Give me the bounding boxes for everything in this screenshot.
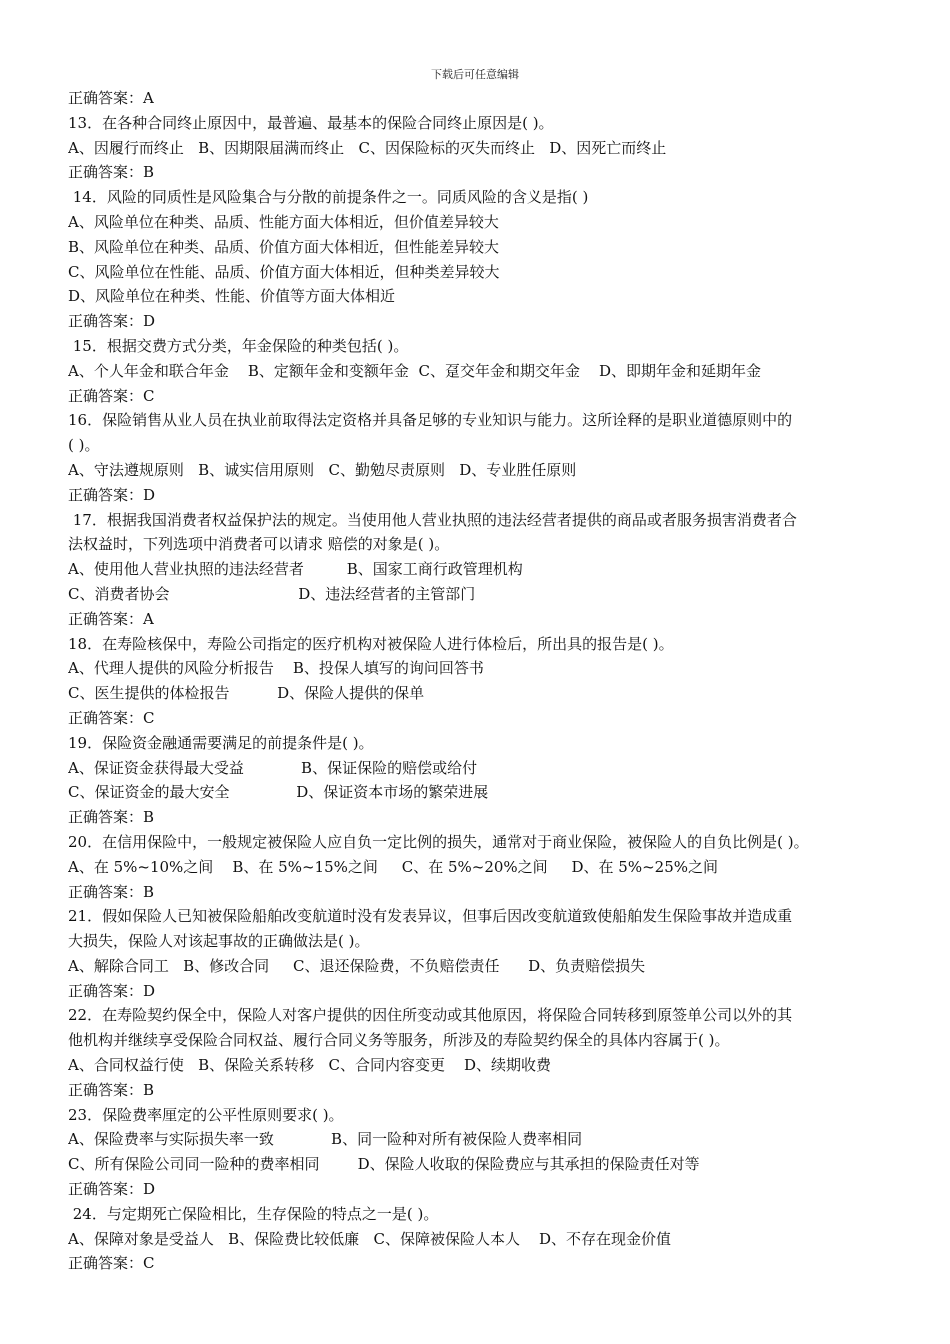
- text-line: 21．假如保险人已知被保险船舶改变航道时没有发表异议，但事后因改变航道致使船舶发生保险事故并造成重: [68, 907, 793, 926]
- text-line: A、保障对象是受益人 B、保险费比较低廉 C、保障被保险人本人 D、不存在现金价值: [68, 1229, 672, 1248]
- document-body: [68, 86, 884, 1276]
- text-line: B、风险单位在种类、品质、价值方面大体相近，但性能差异较大: [68, 237, 500, 256]
- text-line: A、个人年金和联合年金 B、定额年金和变额年金 C、趸交年金和期交年金 D、即期年金和延期年金: [68, 361, 762, 380]
- text-line: 法权益时，下列选项中消费者可以请求 赔偿的对象是( )。: [68, 535, 450, 554]
- text-line: A、守法遵规原则 B、诚实信用原则 C、勤勉尽责原则 D、专业胜任原则: [68, 460, 577, 479]
- text-line: 24．与定期死亡保险相比，生存保险的特点之一是( )。: [68, 1204, 439, 1223]
- answer-line: 正确答案：D: [68, 485, 156, 504]
- answer-line: 正确答案：D: [68, 1180, 156, 1199]
- text-line: A、保证资金获得最大受益 B、保证保险的赔偿或给付: [68, 758, 478, 777]
- answer-line: 正确答案：A: [68, 609, 154, 628]
- text-line: C、风险单位在性能、品质、价值方面大体相近，但种类差异较大: [68, 262, 500, 281]
- text-line: C、保证资金的最大安全 D、保证资本市场的繁荣进展: [68, 783, 489, 802]
- answer-line: 正确答案：B: [68, 163, 155, 182]
- text-line: A、因履行而终止 B、因期限届满而终止 C、因保险标的灭失而终止 D、因死亡而终止: [68, 138, 667, 157]
- answer-line: 正确答案：C: [68, 386, 155, 405]
- answer-line: 正确答案：A: [68, 89, 154, 107]
- text-line: 20．在信用保险中，一般规定被保险人应自负一定比例的损失，通常对于商业保险，被保险人的自负比例是( )。: [68, 832, 809, 851]
- text-line: 22．在寿险契约保全中，保险人对客户提供的因住所变动或其他原因，将保险合同转移到原签单公司以外的其: [68, 1006, 793, 1025]
- text-line: A、保险费率与实际损失率一致 B、同一险种对所有被保险人费率相同: [68, 1130, 583, 1149]
- text-line: 19．保险资金融通需要满足的前提条件是( )。: [68, 733, 374, 752]
- answer-line: 正确答案：C: [68, 708, 155, 727]
- page-header: 下载后可任意编辑: [431, 68, 519, 81]
- text-line: 大损失，保险人对该起事故的正确做法是( )。: [68, 932, 370, 951]
- text-line: C、所有保险公司同一险种的费率相同 D、保险人收取的保险费应与其承担的保险责任对等: [68, 1155, 700, 1174]
- text-line: 15．根据交费方式分类，年金保险的种类包括( )。: [68, 336, 409, 355]
- text-line: A、代理人提供的风险分析报告 B、投保人填写的询问回答书: [68, 659, 484, 678]
- text-line: ( )。: [68, 436, 100, 455]
- text-line: 23．保险费率厘定的公平性原则要求( )。: [68, 1105, 344, 1124]
- answer-line: 正确答案：B: [68, 808, 155, 827]
- text-line: 16．保险销售从业人员在执业前取得法定资格并具备足够的专业知识与能力。这所诠释的是职业道德原则中的: [68, 411, 793, 430]
- answer-line: 正确答案：C: [68, 1254, 155, 1273]
- answer-line: 正确答案：B: [68, 882, 155, 901]
- text-line: A、风险单位在种类、品质、性能方面大体相近，但价值差异较大: [68, 212, 499, 231]
- answer-line: 正确答案：D: [68, 312, 156, 331]
- text-line: A、解除合同工 B、修改合同 C、退还保险费，不负赔偿责任 D、负责赔偿损失: [68, 956, 646, 975]
- text-line: 13．在各种合同终止原因中，最普遍、最基本的保险合同终止原因是( )。: [68, 113, 554, 132]
- text-line: C、医生提供的体检报告 D、保险人提供的保单: [68, 684, 425, 703]
- text-line: A、使用他人营业执照的违法经营者 B、国家工商行政管理机构: [68, 560, 523, 579]
- text-line: 18．在寿险核保中，寿险公司指定的医疗机构对被保险人进行体检后，所出具的报告是( )。: [68, 634, 674, 653]
- text-line: 17．根据我国消费者权益保护法的规定。当使用他人营业执照的违法经营者提供的商品或者服务损害消费者合: [68, 510, 797, 529]
- text-line: C、消费者协会 D、违法经营者的主管部门: [68, 584, 476, 603]
- answer-line: 正确答案：D: [68, 981, 156, 1000]
- text-line: 他机构并继续享受保险合同权益、履行合同义务等服务，所涉及的寿险契约保全的具体内容属于( )。: [68, 1031, 730, 1050]
- text-line: A、合同权益行使 B、保险关系转移 C、合同内容变更 D、续期收费: [68, 1056, 552, 1075]
- text-line: D、风险单位在种类、性能、价值等方面大体相近: [68, 287, 396, 306]
- text-line: 14．风险的同质性是风险集合与分散的前提条件之一。同质风险的含义是指( ): [68, 188, 589, 207]
- text-line: A、在 5%~10%之间 B、在 5%~15%之间 C、在 5%~20%之间 D、在 5%~25%之间: [68, 857, 719, 876]
- answer-line: 正确答案：B: [68, 1080, 155, 1099]
